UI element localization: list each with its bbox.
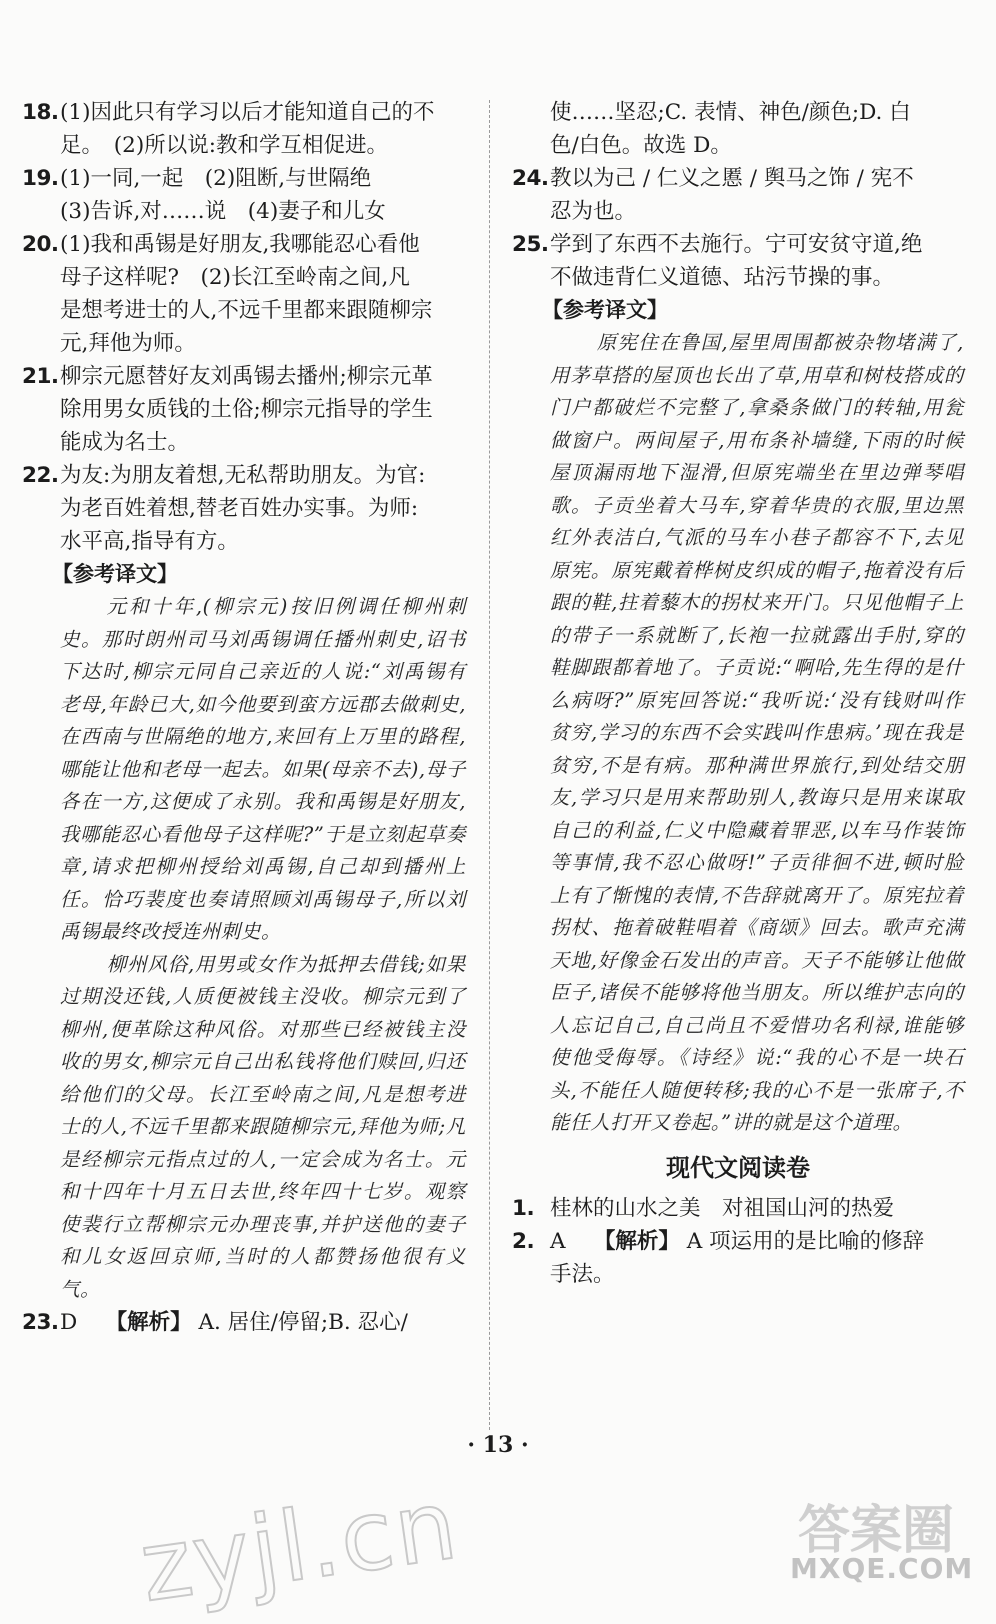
choice-answer: D bbox=[60, 1310, 78, 1335]
question-number: 20. bbox=[22, 232, 59, 257]
question-number: 2. bbox=[512, 1228, 535, 1254]
answer-text: (1)因此只有学习以后才能知道自己的不 足。 (2)所以说:教和学互相促进。 bbox=[60, 100, 435, 158]
question-number: 21. bbox=[22, 364, 59, 389]
watermark-en: MXQE.COM bbox=[790, 1552, 974, 1585]
translation-heading: 【参考译文】 bbox=[542, 298, 668, 322]
question-number: 18. bbox=[22, 100, 59, 125]
section-title: 现代文阅读卷 bbox=[666, 1153, 810, 1182]
page-number: · 13 · bbox=[467, 1432, 529, 1458]
answer-19 bbox=[22, 162, 466, 228]
watermark-logo: zyjl.cn bbox=[133, 1468, 465, 1624]
answer-24 bbox=[512, 162, 964, 228]
translation-paragraph: 原宪住在鲁国,屋里周围都被杂物堵满了,用茅草搭的屋顶也长出了草,用草和树枝搭成的门户都破烂不完整了,拿桑条做门的转轴,用瓮做窗户。两间屋子,用布条补墙缝,下雨的时候屋顶漏雨地下湿滑,但原宪端坐在里边弹琴唱歌。子贡坐着大马车,穿着华贵的衣服,里边黑红外表洁白,气派的马车小巷子都容不下,去见原宪。原宪戴着桦树皮织成的帽子,拖着没有后跟的鞋,拄着藜木的拐杖来开门。只见他帽子上的带子一系就断了,长袍一拉就露出手肘,穿的鞋脚跟都着地了。子贡说:“啊哈,先生得的是什么病呀?”原宪回答说:“我听说:‘没有钱财叫作贫穷,学习的东西不会实践叫作患病。’现在我是贫穷,不是有病。那种满世界旅行,到处结交朋友,学习只是用来帮助别人,教诲只是用来谋取自己的利益,仁义中隐藏着罪恶,以车马作装饰等事情,我不忍心做呀!”子贡徘徊不进,顿时脸上有了惭愧的表情,不告辞就离开了。原宪拉着拐杖、拖着破鞋唱着《商颂》回去。歌声充满天地,好像金石发出的声音。天子不能够让他做臣子,诸侯不能够将他当朋友。所以维护志向的人忘记自己,自己尚且不爱惜功名利禄,谁能够使他受侮辱。《诗经》说:“我的心不是一块石头,不能任人随便转移;我的心不是一张席子,不能任人打开又卷起。”讲的就是这个道理。 bbox=[550, 331, 964, 1134]
answer-text: 柳宗元愿替好友刘禹锡去播州;柳宗元革 除用男女质钱的土俗;柳宗元指导的学生 能成为名士。 bbox=[60, 364, 433, 455]
answer-18 bbox=[22, 96, 466, 162]
question-number: 1. bbox=[512, 1195, 535, 1221]
modern-answer-1 bbox=[512, 1192, 964, 1225]
answer-text: (1)我和禹锡是好朋友,我哪能忍心看他 母子这样呢? (2)长江至岭南之间,凡 是想考进士的人,不远千里都来跟随柳宗 元,拜他为师。 bbox=[60, 232, 433, 356]
answer-text: 为友:为朋友着想,无私帮助朋友。为官: 为老百姓着想,替老百姓办实事。为师: 水平高,指导有方。 bbox=[60, 463, 426, 554]
translation-heading: 【参考译文】 bbox=[52, 562, 178, 586]
answer-text: 桂林的山水之美 对祖国山河的热爱 bbox=[550, 1195, 895, 1221]
analysis-tag: 【解析】 bbox=[105, 1310, 192, 1335]
question-number: 25. bbox=[512, 232, 549, 257]
answer-20 bbox=[22, 228, 466, 360]
answer-25 bbox=[512, 228, 964, 294]
answer-text: A 【解析】 A 项运用的是比喻的修辞 手法。 bbox=[550, 1228, 925, 1287]
modern-answer-2 bbox=[512, 1225, 964, 1291]
answer-23 bbox=[22, 1306, 466, 1339]
watermark-cn: 答案圈 bbox=[798, 1501, 955, 1561]
translation-paragraph: 元和十年,(柳宗元)按旧例调任柳州刺史。那时朗州司马刘禹锡调任播州刺史,诏书下达时,柳宗元同自己亲近的人说:“刘禹锡有老母,年龄已大,如今他要到蛮方远郡去做刺史,在西南与世隔绝的地方,来回有上万里的路程,哪能让他和老母一起去。如果(母亲不去),母子各在一方,这便成了永别。我和禹锡是好朋友,我哪能忍心看他母子这样呢?”于是立刻起草奏章,请求把柳州授给刘禹锡,自己却到播州上任。恰巧裴度也奏请照顾刘禹锡母子,所以刘禹锡最终改授连州刺史。 bbox=[60, 595, 466, 943]
column-divider bbox=[489, 100, 490, 1430]
translation-text bbox=[512, 327, 964, 1140]
translation-paragraph: 柳州风俗,用男或女作为抵押去借钱;如果过期没还钱,人质便被钱主没收。柳宗元到了柳州,便革除这种风俗。对那些已经被钱主没收的男女,柳宗元自己出私钱将他们赎回,归还给他们的父母。长江至岭南之间,凡是想考进士的人,不远千里都来跟随柳宗元,拜他为师;凡是经柳宗元指点过的人,一定会成为名士。元和十四年十月五日去世,终年四十七岁。观察使裴行立帮柳宗元办理丧事,并护送他的妻子和儿女返回京师,当时的人都赞扬他很有义气。 bbox=[60, 952, 466, 1301]
watermark-logo bbox=[780, 1488, 980, 1588]
question-number: 24. bbox=[512, 166, 549, 191]
choice-answer: A bbox=[550, 1228, 566, 1254]
answer-22 bbox=[22, 459, 466, 558]
question-number: 23. bbox=[22, 1310, 59, 1335]
answer-text: (1)一同,一起 (2)阻断,与世隔绝 (3)告诉,对……说 (4)妻子和儿女 bbox=[60, 166, 386, 224]
question-number: 19. bbox=[22, 166, 59, 191]
answer-text: D 【解析】 A. 居住/停留;B. 忍心/ bbox=[60, 1310, 408, 1335]
left-column bbox=[22, 96, 466, 1339]
analysis-tag: 【解析】 bbox=[593, 1228, 680, 1254]
answer-23-continued: 使……坚忍;C. 表情、神色/颜色;D. 白 色/白色。故选 D。 bbox=[550, 100, 911, 158]
translation-text bbox=[22, 591, 466, 1306]
answer-21 bbox=[22, 360, 466, 459]
right-column bbox=[512, 96, 964, 1291]
answer-text: 教以为己 / 仁义之慝 / 舆马之饰 / 宪不 忍为也。 bbox=[550, 166, 914, 224]
answer-text: 学到了东西不去施行。宁可安贫守道,绝 不做违背仁义道德、玷污节操的事。 bbox=[550, 232, 923, 290]
question-number: 22. bbox=[22, 463, 59, 488]
